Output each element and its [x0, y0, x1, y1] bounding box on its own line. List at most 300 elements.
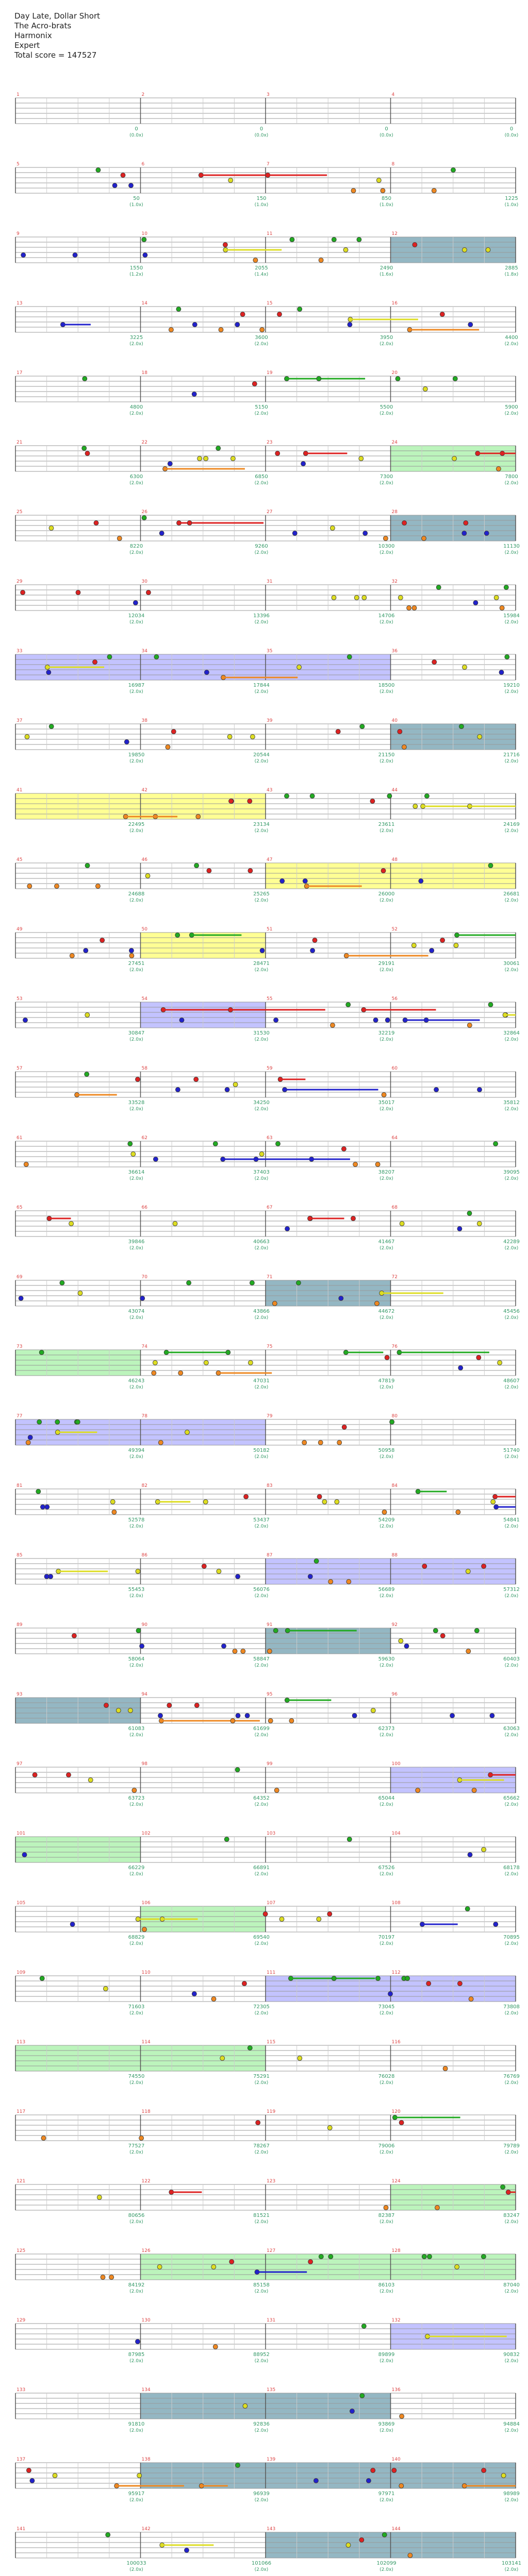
measure-score: 26000 — [378, 891, 395, 897]
measure-number: 28 — [391, 510, 398, 515]
note-gem — [473, 601, 478, 605]
measure-multiplier: (2.0x) — [504, 2359, 519, 2364]
measure-number: 139 — [267, 2457, 276, 2462]
measure-multiplier: (2.0x) — [129, 2289, 143, 2294]
measure-score: 7300 — [380, 474, 393, 480]
measure-score: 19210 — [503, 683, 520, 688]
measure-score: 4800 — [129, 404, 143, 410]
note-gem — [236, 1714, 240, 1718]
note-gem — [297, 665, 302, 670]
note-gem — [331, 1023, 335, 1028]
measure-number: 66 — [141, 1205, 147, 1210]
measure-multiplier: (2.0x) — [504, 1872, 519, 1877]
note-gem — [354, 596, 359, 600]
measure-number: 51 — [267, 927, 273, 932]
note-gem — [339, 1296, 343, 1301]
measure-score: 69540 — [253, 1935, 270, 1940]
note-gem — [152, 1371, 156, 1376]
measure-number: 45 — [16, 857, 23, 862]
measure-score: 102099 — [376, 2561, 397, 2566]
measure-multiplier: (2.0x) — [380, 1594, 393, 1599]
measure-multiplier: (2.0x) — [380, 1454, 393, 1460]
note-gem — [468, 323, 473, 327]
measure-number: 102 — [141, 1831, 151, 1836]
measure-multiplier: (2.0x) — [254, 968, 269, 973]
note-gem — [241, 1649, 245, 1654]
note-gem — [235, 323, 240, 327]
measure-score: 54209 — [378, 1517, 395, 1523]
note-gem — [317, 1495, 322, 1499]
measure-number: 85 — [16, 1553, 23, 1558]
measure-multiplier: (2.0x) — [129, 1315, 143, 1320]
measure-number: 95 — [267, 1692, 273, 1697]
measure-number: 105 — [16, 1901, 26, 1906]
note-gem — [361, 2324, 366, 2329]
note-gem — [27, 884, 32, 889]
measure-multiplier: (2.0x) — [129, 1663, 143, 1668]
measure-multiplier: (2.0x) — [380, 2289, 393, 2294]
note-gem — [498, 1361, 502, 1365]
note-gem — [171, 730, 176, 734]
measure-multiplier: (2.0x) — [380, 1663, 393, 1668]
measure-number: 103 — [267, 1831, 276, 1836]
measure-multiplier: (2.0x) — [380, 1107, 393, 1112]
measure-number: 91 — [267, 1622, 273, 1628]
note-gem — [137, 2473, 142, 2478]
note-gem — [236, 2463, 240, 2468]
note-gem — [260, 328, 265, 332]
measure-multiplier: (2.0x) — [380, 342, 393, 347]
measure-score: 68178 — [503, 1865, 520, 1871]
measure-multiplier: (2.0x) — [254, 2289, 269, 2294]
measure-number: 129 — [16, 2318, 26, 2323]
measure-number: 93 — [16, 1692, 23, 1697]
measure-multiplier: (2.0x) — [129, 689, 143, 694]
measure-multiplier: (2.0x) — [254, 1107, 269, 1112]
note-gem — [359, 456, 364, 461]
note-gem — [197, 456, 202, 461]
note-gem — [408, 2553, 412, 2558]
note-gem — [488, 1003, 493, 1007]
note-gem — [229, 2260, 234, 2264]
measure-score: 48607 — [503, 1378, 520, 1384]
measure-number: 125 — [16, 2248, 26, 2253]
note-gem — [419, 879, 423, 884]
measure-number: 142 — [141, 2527, 151, 2532]
measure-score: 150 — [256, 196, 267, 201]
measure-multiplier: (2.0x) — [504, 1524, 519, 1529]
measure-multiplier: (2.0x) — [504, 2498, 519, 2503]
note-gem — [243, 2404, 248, 2409]
measure-multiplier: (2.0x) — [129, 1941, 143, 1946]
measure-number: 48 — [391, 857, 398, 862]
note-gem — [374, 1301, 379, 1306]
measure-score: 50 — [133, 196, 140, 201]
measure-number: 75 — [267, 1344, 273, 1349]
measure-number: 104 — [391, 1831, 401, 1836]
measure-score: 42289 — [503, 1239, 520, 1245]
note-gem — [139, 2136, 144, 2141]
note-gem — [194, 1703, 199, 1708]
measure-multiplier: (2.0x) — [254, 2011, 269, 2016]
measure-number: 9 — [16, 231, 20, 236]
measure-score: 65662 — [503, 1795, 520, 1801]
note-gem — [395, 377, 400, 381]
note-gem — [501, 2473, 506, 2478]
note-gem — [385, 1018, 390, 1023]
measure-number: 54 — [141, 996, 147, 1002]
measure-number: 43 — [267, 788, 273, 793]
measure-score: 32864 — [503, 1030, 520, 1036]
note-gem — [477, 1222, 482, 1226]
note-gem — [248, 869, 253, 873]
measure-number: 16 — [391, 301, 398, 306]
note-gem — [128, 1708, 133, 1713]
measure-multiplier: (2.0x) — [380, 759, 393, 764]
note-gem — [168, 462, 172, 466]
note-gem — [398, 596, 403, 600]
note-gem — [129, 183, 134, 188]
note-gem — [353, 1162, 358, 1167]
measure-multiplier: (2.0x) — [254, 481, 269, 486]
measure-multiplier: (2.0x) — [129, 1872, 143, 1877]
note-gem — [476, 1355, 481, 1360]
measure-number: 34 — [141, 649, 147, 654]
measure-number: 23 — [267, 440, 273, 445]
note-gem — [392, 2468, 397, 2473]
note-gem — [85, 863, 90, 868]
measure-multiplier: (2.0x) — [129, 1385, 143, 1390]
measure-number: 17 — [16, 370, 23, 376]
measure-score: 71603 — [128, 2004, 145, 2010]
note-gem — [146, 590, 151, 595]
measure-multiplier: (2.0x) — [129, 2150, 143, 2155]
measure-score: 103141 — [501, 2561, 522, 2566]
measure-score: 12034 — [128, 613, 145, 619]
note-gem — [194, 863, 199, 868]
note-gem — [462, 531, 467, 536]
measure-score: 15984 — [503, 613, 520, 619]
note-gem — [332, 238, 336, 242]
measure-number: 12 — [391, 231, 398, 236]
note-gem — [67, 1773, 71, 1777]
measure-multiplier: (2.0x) — [504, 1176, 519, 1181]
measure-number: 13 — [16, 301, 23, 306]
measure-multiplier: (2.0x) — [129, 2567, 143, 2572]
measure-number: 2 — [141, 92, 145, 97]
note-gem — [178, 1371, 183, 1376]
note-gem — [140, 1296, 145, 1301]
measure-multiplier: (2.0x) — [254, 342, 269, 347]
note-gem — [204, 1361, 208, 1365]
note-gem — [450, 1714, 455, 1718]
measure-multiplier: (2.0x) — [380, 1941, 393, 1946]
measure-score: 67526 — [378, 1865, 395, 1871]
note-gem — [133, 601, 138, 605]
measure-multiplier: (1.0x) — [254, 202, 269, 208]
measure-multiplier: (2.0x) — [129, 898, 143, 903]
note-gem — [82, 446, 87, 451]
measure-score: 94884 — [503, 2421, 520, 2427]
measure-multiplier: (2.0x) — [504, 342, 519, 347]
note-gem — [382, 1093, 386, 1097]
measure-multiplier: (2.0x) — [380, 1176, 393, 1181]
measure-multiplier: (2.0x) — [380, 411, 393, 416]
note-gem — [252, 382, 257, 386]
measure-score: 101066 — [251, 2561, 272, 2566]
note-gem — [443, 2066, 448, 2071]
measure-score: 97971 — [378, 2491, 395, 2497]
measure-multiplier: (2.0x) — [129, 481, 143, 486]
measure-multiplier: (2.0x) — [254, 1594, 269, 1599]
measure-multiplier: (2.0x) — [380, 898, 393, 903]
measure-number: 36 — [391, 649, 398, 654]
measure-multiplier: (2.0x) — [254, 2359, 269, 2364]
measure-score: 3225 — [129, 335, 143, 341]
measure-score: 83247 — [503, 2213, 520, 2218]
note-gem — [22, 1853, 27, 1857]
note-gem — [382, 1510, 387, 1515]
note-gem — [494, 596, 499, 600]
note-gem — [128, 1142, 133, 1146]
measure-number: 5 — [16, 162, 20, 167]
measure-number: 14 — [141, 301, 147, 306]
note-gem — [416, 1788, 420, 1793]
measure-multiplier: (2.0x) — [380, 2567, 393, 2572]
note-gem — [159, 531, 164, 536]
note-gem — [332, 1976, 336, 1981]
measure-number: 31 — [267, 579, 273, 584]
measure-score: 31530 — [253, 1030, 270, 1036]
measure-score: 74550 — [128, 2074, 145, 2079]
note-gem — [422, 1564, 427, 1569]
note-gem — [432, 660, 437, 665]
note-gem — [456, 1510, 460, 1515]
measure-number: 46 — [141, 857, 147, 862]
measure-multiplier: (2.0x) — [129, 2498, 143, 2503]
note-gem — [342, 1425, 346, 1430]
measure-multiplier: (1.6x) — [380, 272, 393, 277]
note-gem — [167, 1703, 172, 1708]
measure-multiplier: (2.0x) — [129, 550, 143, 555]
measure-number: 70 — [141, 1275, 147, 1280]
measure-multiplier: (1.0x) — [504, 202, 519, 208]
note-gem — [76, 590, 80, 595]
note-gem — [276, 1142, 280, 1146]
measure-score: 6300 — [129, 474, 143, 480]
note-gem — [463, 665, 467, 670]
note-gem — [491, 1500, 496, 1504]
measure-score: 3950 — [380, 335, 393, 341]
measure-score: 39846 — [128, 1239, 145, 1245]
note-gem — [335, 1500, 339, 1504]
note-gem — [366, 2479, 371, 2483]
measure-number: 80 — [391, 1414, 398, 1419]
measure-score: 91810 — [128, 2421, 145, 2427]
note-gem — [85, 1072, 89, 1077]
note-gem — [236, 1574, 240, 1579]
note-gem — [142, 516, 146, 520]
note-gem — [412, 243, 417, 247]
measure-score: 87040 — [503, 2282, 520, 2288]
measure-score: 29191 — [378, 961, 395, 967]
note-gem — [229, 799, 234, 804]
note-gem — [273, 1629, 278, 1633]
note-gem — [202, 1564, 206, 1569]
note-gem — [482, 1564, 486, 1569]
measure-score: 27451 — [128, 961, 145, 967]
measure-multiplier: (2.0x) — [380, 2359, 393, 2364]
measure-score: 5900 — [505, 404, 518, 410]
note-gem — [319, 2255, 323, 2259]
measure-score: 73808 — [503, 2004, 520, 2010]
note-gem — [225, 1088, 229, 1092]
measure-score: 21150 — [378, 752, 395, 758]
note-gem — [219, 328, 223, 332]
measure-score: 24169 — [503, 822, 520, 827]
note-gem — [308, 2260, 313, 2264]
note-gem — [362, 596, 367, 600]
measure-score: 16987 — [128, 683, 145, 688]
measure-score: 8220 — [129, 544, 143, 549]
note-gem — [187, 521, 192, 526]
note-gem — [337, 1440, 342, 1445]
note-gem — [298, 307, 302, 312]
measure-number: 64 — [391, 1136, 398, 1141]
note-gem — [250, 735, 255, 739]
measure-multiplier: (2.0x) — [504, 759, 519, 764]
note-gem — [136, 1077, 140, 1082]
note-gem — [455, 2265, 459, 2269]
note-gem — [482, 1848, 486, 1852]
note-gem — [260, 948, 265, 953]
measure-score: 76028 — [378, 2074, 395, 2079]
note-gem — [327, 2126, 332, 2130]
note-gem — [371, 1708, 375, 1713]
instrument-name: Harmonix — [14, 31, 52, 40]
measure-multiplier: (1.0x) — [129, 202, 143, 208]
note-gem — [384, 2206, 388, 2210]
measure-score: 1225 — [505, 196, 518, 201]
note-gem — [248, 799, 252, 804]
note-gem — [459, 724, 464, 729]
measure-score: 25265 — [253, 891, 270, 897]
measure-score: 0 — [259, 126, 263, 132]
measure-number: 144 — [391, 2527, 401, 2532]
note-gem — [23, 1018, 28, 1023]
note-gem — [88, 1778, 93, 1783]
measure-number: 32 — [391, 579, 398, 584]
measure-number: 138 — [141, 2457, 151, 2462]
measure-multiplier: (2.0x) — [380, 1524, 393, 1529]
measure-score: 2885 — [505, 265, 518, 271]
note-gem — [272, 1301, 277, 1306]
note-gem — [488, 863, 493, 868]
measure-multiplier: (2.0x) — [380, 1385, 393, 1390]
measure-multiplier: (0.0x) — [254, 133, 269, 138]
measure-multiplier: (2.0x) — [254, 828, 269, 834]
note-gem — [26, 1440, 30, 1445]
measure-number: 67 — [267, 1205, 273, 1210]
measure-score: 76769 — [503, 2074, 520, 2079]
note-gem — [117, 536, 122, 541]
measure-score: 19850 — [128, 752, 145, 758]
measure-number: 135 — [267, 2387, 276, 2393]
measure-score: 18500 — [378, 683, 395, 688]
measure-number: 38 — [141, 718, 147, 723]
note-gem — [40, 1505, 45, 1510]
measure-score: 79006 — [378, 2143, 395, 2149]
measure-score: 95917 — [128, 2491, 145, 2497]
note-gem — [375, 1162, 380, 1167]
measure-number: 27 — [267, 510, 273, 515]
note-gem — [28, 1435, 32, 1440]
note-gem — [322, 1500, 327, 1504]
measure-score: 35017 — [378, 1100, 395, 1106]
note-gem — [452, 456, 457, 461]
measure-number: 61 — [16, 1136, 23, 1141]
note-gem — [173, 1222, 177, 1226]
note-gem — [359, 2538, 364, 2543]
note-gem — [124, 740, 129, 744]
measure-score: 73045 — [378, 2004, 395, 2010]
note-gem — [19, 1296, 23, 1301]
measure-number: 81 — [16, 1483, 23, 1488]
measure-number: 109 — [16, 1970, 26, 1975]
note-gem — [55, 884, 59, 889]
measure-score: 52578 — [128, 1517, 145, 1523]
note-gem — [245, 1714, 250, 1718]
note-gem — [468, 1853, 472, 1857]
note-gem — [501, 2185, 505, 2190]
note-gem — [388, 1992, 393, 1996]
note-gem — [434, 1088, 439, 1092]
measure-number: 35 — [267, 649, 273, 654]
measure-number: 83 — [267, 1483, 273, 1488]
note-gem — [109, 2275, 114, 2280]
measure-number: 57 — [16, 1066, 23, 1071]
note-gem — [314, 1559, 319, 1564]
note-gem — [132, 1788, 137, 1793]
note-gem — [336, 730, 340, 734]
note-gem — [30, 2479, 35, 2483]
measure-number: 112 — [391, 1970, 401, 1975]
note-gem — [486, 248, 490, 252]
note-gem — [32, 1773, 37, 1777]
measure-number: 126 — [141, 2248, 151, 2253]
note-gem — [484, 531, 489, 536]
measure-score: 66891 — [253, 1865, 270, 1871]
note-gem — [204, 456, 208, 461]
measure-multiplier: (2.0x) — [254, 759, 269, 764]
note-gem — [382, 2533, 387, 2537]
note-gem — [82, 377, 87, 381]
note-gem — [37, 1420, 42, 1425]
measure-number: 40 — [391, 718, 398, 723]
measure-number: 124 — [391, 2179, 401, 2184]
measure-number: 88 — [391, 1553, 398, 1558]
note-gem — [440, 1634, 445, 1638]
note-gem — [75, 1420, 80, 1425]
measure-multiplier: (2.0x) — [380, 968, 393, 973]
measure-multiplier: (2.0x) — [504, 2080, 519, 2086]
note-gem — [187, 1281, 191, 1285]
measure-multiplier: (2.0x) — [254, 898, 269, 903]
measure-score: 58847 — [253, 1656, 270, 1662]
measure-multiplier: (2.0x) — [129, 1037, 143, 1042]
note-gem — [45, 1505, 50, 1510]
measure-multiplier: (2.0x) — [504, 2289, 519, 2294]
